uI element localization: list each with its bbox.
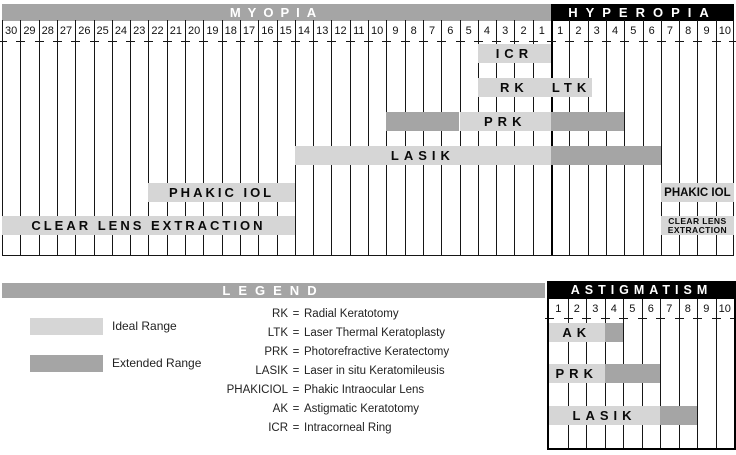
diopter-number: 17	[242, 25, 256, 37]
abbreviation-key: PHAKICIOL	[226, 384, 288, 396]
procedure-bar-astig-ak	[549, 323, 605, 342]
diopter-number: 3	[593, 25, 600, 37]
diopter-number: 1	[557, 25, 564, 37]
abbreviation-equals: =	[292, 384, 300, 396]
diopter-number: 15	[279, 25, 292, 37]
diopter-number: 19	[206, 25, 219, 37]
legend-header-bar: LEGEND	[2, 283, 545, 298]
astigmatism-number: 7	[666, 303, 673, 315]
diopter-number: 22	[151, 25, 164, 37]
abbreviation-definition: Laser in situ Keratomileusis	[304, 365, 445, 377]
grid-line	[386, 20, 387, 255]
procedure-bar-astig-prk	[605, 364, 661, 383]
abbreviation-row	[200, 343, 545, 362]
abbreviation-definition: Intracorneal Ring	[304, 422, 392, 434]
diopter-number: 28	[41, 25, 54, 37]
myopia-header: MYOPIA	[2, 4, 551, 21]
grid-line	[350, 20, 351, 255]
procedure-bar-label: AK	[562, 325, 592, 340]
procedure-bar-label: ICR	[495, 46, 534, 61]
abbreviation-row	[200, 362, 545, 381]
diopter-number: 5	[465, 25, 472, 37]
abbreviation-list	[200, 305, 545, 438]
grid-line	[716, 299, 717, 448]
diopter-number: 7	[428, 25, 436, 37]
grid-line	[460, 20, 461, 255]
abbreviation-definition: Radial Keratotomy	[304, 308, 399, 320]
diopter-number: 9	[392, 25, 399, 37]
grid-line	[551, 20, 553, 255]
diopter-number: 10	[718, 25, 731, 37]
grid-line	[606, 20, 607, 255]
procedure-bar-label: CLEAR LENS EXTRACTION	[31, 218, 266, 233]
procedure-bar-rk	[478, 78, 551, 97]
diopter-number: 21	[169, 25, 182, 37]
procedure-bar-label: PHAKIC IOL	[664, 186, 731, 199]
diopter-number: 7	[666, 25, 673, 37]
astigmatism-number: 5	[629, 303, 636, 315]
astigmatism-header: ASTIGMATISM	[547, 281, 736, 299]
astigmatism-number: 1	[555, 303, 562, 315]
procedure-bar-lasik	[295, 146, 551, 165]
diopter-number: 24	[114, 25, 128, 37]
procedure-bar-astig-ak	[605, 323, 624, 342]
diopter-number: 5	[630, 25, 637, 37]
grid-line	[295, 20, 296, 255]
diopter-number: 11	[353, 25, 365, 37]
procedure-bar-label: PHAKIC IOL	[169, 185, 275, 200]
abbreviation-definition: Phakic Intraocular Lens	[304, 384, 425, 396]
astigmatism-number: 4	[610, 303, 617, 315]
diopter-number: 4	[611, 25, 619, 37]
extended-range-label: Extended Range	[112, 356, 202, 370]
grid-line	[643, 20, 644, 255]
astigmatism-number: 2	[573, 303, 580, 315]
diopter-number: 2	[520, 25, 527, 37]
procedure-bar-ltk	[551, 78, 592, 97]
diopter-number: 4	[483, 25, 490, 37]
abbreviation-equals: =	[292, 346, 300, 358]
abbreviation-key: LTK	[267, 327, 288, 339]
abbreviation-key: RK	[272, 308, 288, 320]
abbreviation-row	[200, 419, 545, 438]
procedure-bar-label: CLEAR LENS EXTRACTION	[667, 215, 728, 235]
grid-line	[405, 20, 406, 255]
procedure-bar-prk	[551, 112, 624, 131]
abbreviation-key: AK	[272, 403, 288, 415]
grid-line	[368, 20, 369, 255]
refractive-range-table	[2, 4, 734, 257]
procedure-bar-label: LTK	[551, 80, 592, 95]
diopter-number: 25	[96, 25, 109, 37]
abbreviation-definition: Photorefractive Keratectomy	[304, 346, 450, 358]
procedure-bar-icr	[478, 44, 551, 63]
astigmatism-number: 9	[703, 303, 710, 315]
astigmatism-number: 10	[718, 303, 731, 315]
astigmatism-table	[547, 281, 736, 450]
procedure-bar-label: LASIK	[390, 148, 455, 163]
abbreviation-definition: Laser Thermal Keratoplasty	[304, 327, 446, 339]
diopter-number: 30	[5, 25, 18, 37]
grid-line	[697, 299, 698, 448]
diopter-number: 13	[316, 25, 329, 37]
diopter-number: 9	[703, 25, 710, 37]
abbreviation-row	[200, 324, 545, 343]
diopter-number: 23	[133, 25, 146, 37]
diopter-number: 12	[334, 25, 347, 37]
astigmatism-number: 8	[684, 303, 691, 315]
diopter-number: 3	[502, 25, 509, 37]
extended-range-swatch	[30, 355, 103, 372]
abbreviation-equals: =	[292, 327, 300, 339]
diopter-number: 6	[447, 25, 454, 37]
abbreviation-equals: =	[292, 308, 300, 320]
diopter-number: 26	[78, 25, 91, 37]
abbreviation-equals: =	[292, 422, 300, 434]
grid-line	[331, 20, 332, 255]
procedure-bar-lasik	[551, 146, 661, 165]
procedure-bar-astig-prk	[549, 364, 605, 383]
astigmatism-number: 3	[592, 303, 599, 315]
grid-line	[313, 20, 314, 255]
abbreviation-key: PRK	[264, 346, 288, 358]
abbreviation-equals: =	[292, 403, 300, 415]
diopter-number: 16	[261, 25, 274, 37]
abbreviation-definition: Astigmatic Keratotomy	[304, 403, 420, 415]
table-border-left	[547, 299, 549, 450]
grid-line	[679, 299, 680, 448]
procedure-bar-label: RK	[500, 80, 529, 95]
table-bottom-line	[2, 255, 734, 256]
procedure-bar-phakic-iol	[148, 183, 294, 202]
diopter-number: 10	[371, 25, 384, 37]
abbreviation-key: LASIK	[255, 365, 288, 377]
diopter-number: 6	[648, 25, 655, 37]
procedure-bar-phakic-iol	[661, 183, 734, 202]
diopter-number: 8	[410, 25, 417, 37]
diopter-number: 2	[575, 25, 582, 37]
ideal-range-swatch	[30, 318, 103, 335]
grid-line	[569, 20, 570, 255]
grid-line	[660, 299, 661, 448]
diopter-number: 29	[23, 25, 36, 37]
procedure-bar-prk	[386, 112, 459, 131]
procedure-bar-prk	[460, 112, 552, 131]
procedure-bar-label: PRK	[484, 114, 527, 129]
grid-line	[588, 20, 589, 255]
abbreviation-row	[200, 400, 545, 419]
grid-line	[441, 20, 442, 255]
diopter-number: 20	[188, 25, 201, 37]
diopter-number: 1	[538, 25, 545, 37]
abbreviation-equals: =	[292, 365, 300, 377]
diopter-number: 14	[297, 25, 311, 37]
diopter-number: 27	[59, 25, 73, 37]
abbreviation-row	[200, 381, 545, 400]
grid-line	[423, 20, 424, 255]
procedure-bar-astig-lasik	[549, 406, 660, 425]
procedure-bar-astig-lasik	[660, 406, 697, 425]
diopter-number: 18	[224, 25, 237, 37]
procedure-bar-clear-lens-extraction	[661, 216, 734, 235]
abbreviation-row	[200, 305, 545, 324]
procedure-bar-clear-lens-extraction	[2, 216, 295, 235]
diopter-number: 8	[685, 25, 692, 37]
abbreviation-key: ICR	[268, 422, 288, 434]
procedure-bar-label: PRK	[555, 366, 598, 381]
astigmatism-number: 6	[647, 303, 654, 315]
ideal-range-label: Ideal Range	[112, 319, 177, 333]
grid-line	[624, 20, 625, 255]
table-border-bottom	[547, 448, 736, 450]
procedure-bar-label: LASIK	[572, 408, 637, 423]
hyperopia-header: HYPEROPIA	[551, 4, 734, 21]
